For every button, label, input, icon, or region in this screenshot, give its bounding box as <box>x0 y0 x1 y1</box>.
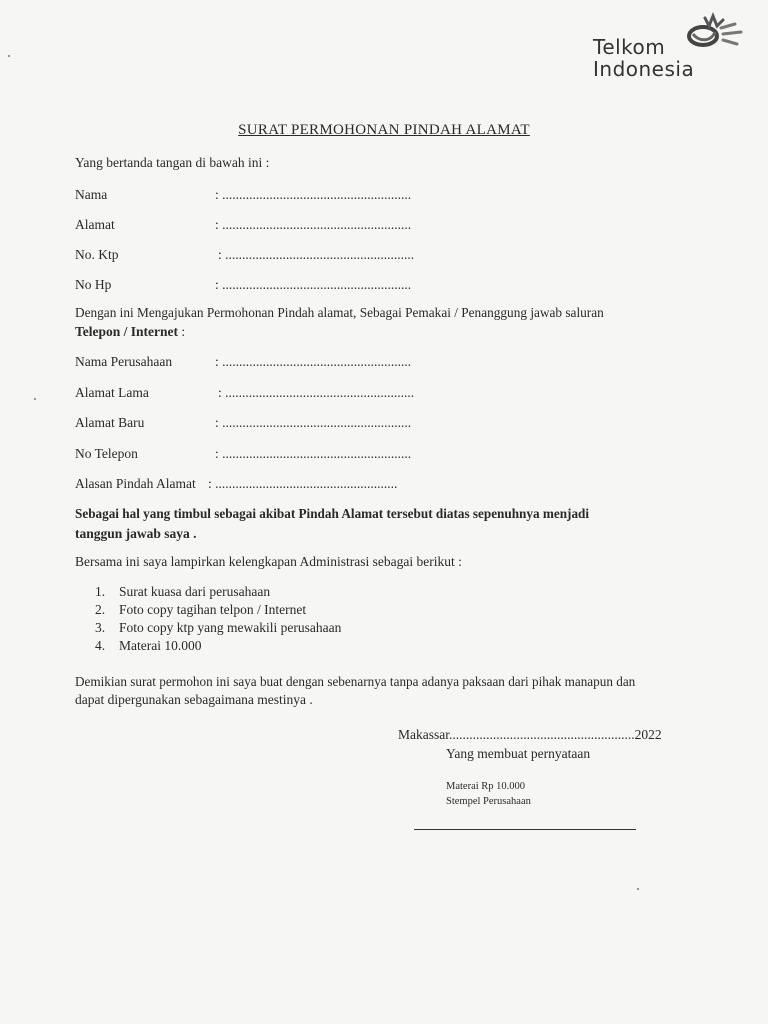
field-label-alasan: Alasan Pindah Alamat <box>75 476 196 491</box>
scan-speck <box>34 398 36 400</box>
field-blank-alamat: : ........................................................ <box>215 217 412 232</box>
field-label-alamat-baru: Alamat Baru <box>75 415 145 430</box>
field-blank-nama: : ........................................................ <box>215 187 412 202</box>
list-item-number: 3. <box>95 620 106 635</box>
field-blank-alasan: : ...................................................... <box>208 476 398 491</box>
request-line-2-suffix: : <box>178 324 186 339</box>
field-label-perusahaan: Nama Perusahaan <box>75 354 173 369</box>
field-blank-alamat-lama: : ........................................................ <box>218 385 415 400</box>
list-item-number: 2. <box>95 602 106 617</box>
scan-speck <box>8 55 10 57</box>
intro-text: Yang bertanda tangan di bawah ini : <box>75 155 270 170</box>
place-date: Makassar.......................................................2022 <box>398 727 662 742</box>
list-item: Materai 10.000 <box>119 638 202 653</box>
responsibility-line-1: Sebagai hal yang timbul sebagai akibat Pindah Alamat tersebut diatas sepenuhnya menjadi <box>75 506 590 521</box>
closing-line-2: dapat dipergunakan sebagaimana mestinya . <box>75 692 313 707</box>
request-line-1: Dengan ini Mengajukan Permohonan Pindah alamat, Sebagai Pemakai / Penanggung jawab saluran <box>75 305 604 320</box>
field-blank-perusahaan: : ........................................................ <box>215 354 412 369</box>
field-label-nama: Nama <box>75 187 108 202</box>
list-item: Foto copy tagihan telpon / Internet <box>119 602 307 617</box>
list-item-number: 1. <box>95 584 106 599</box>
list-item: Surat kuasa dari perusahaan <box>119 584 271 599</box>
closing-line-1: Demikian surat permohon ini saya buat dengan sebenarnya tanpa adanya paksaan dari pihak manapun dan <box>75 674 636 689</box>
signature-line <box>414 829 636 830</box>
telkom-swirl-icon <box>685 12 755 52</box>
service-type: Telepon / Internet <box>75 324 179 339</box>
field-blank-ktp: : ........................................................ <box>218 247 415 262</box>
field-label-alamat: Alamat <box>75 217 115 232</box>
signer-title: Yang membuat pernyataan <box>446 746 591 761</box>
field-label-ktp: No. Ktp <box>75 247 119 262</box>
stamp-note-stempel: Stempel Perusahaan <box>446 796 531 807</box>
stamp-note-materai: Materai Rp 10.000 <box>446 781 526 792</box>
logo-line-2: Indonesia <box>593 57 695 81</box>
list-item: Foto copy ktp yang mewakili perusahaan <box>119 620 342 635</box>
responsibility-line-2: tanggun jawab saya . <box>75 526 197 541</box>
request-line-2 <box>75 324 185 340</box>
field-blank-alamat-baru: : ........................................................ <box>215 415 412 430</box>
field-blank-hp: : ........................................................ <box>215 277 412 292</box>
field-blank-telepon: : ........................................................ <box>215 446 412 461</box>
field-label-alamat-lama: Alamat Lama <box>75 385 149 400</box>
attachments-intro: Bersama ini saya lampirkan kelengkapan Administrasi sebagai berikut : <box>75 554 462 569</box>
logo-wordmark <box>593 36 694 80</box>
field-label-telepon: No Telepon <box>75 446 138 461</box>
document-title: SURAT PERMOHONAN PINDAH ALAMAT <box>238 122 530 138</box>
list-item-number: 4. <box>95 638 106 653</box>
telkom-logo <box>593 12 763 82</box>
logo-line-1: Telkom <box>593 35 666 59</box>
field-label-hp: No Hp <box>75 277 112 292</box>
scan-speck <box>637 888 639 890</box>
